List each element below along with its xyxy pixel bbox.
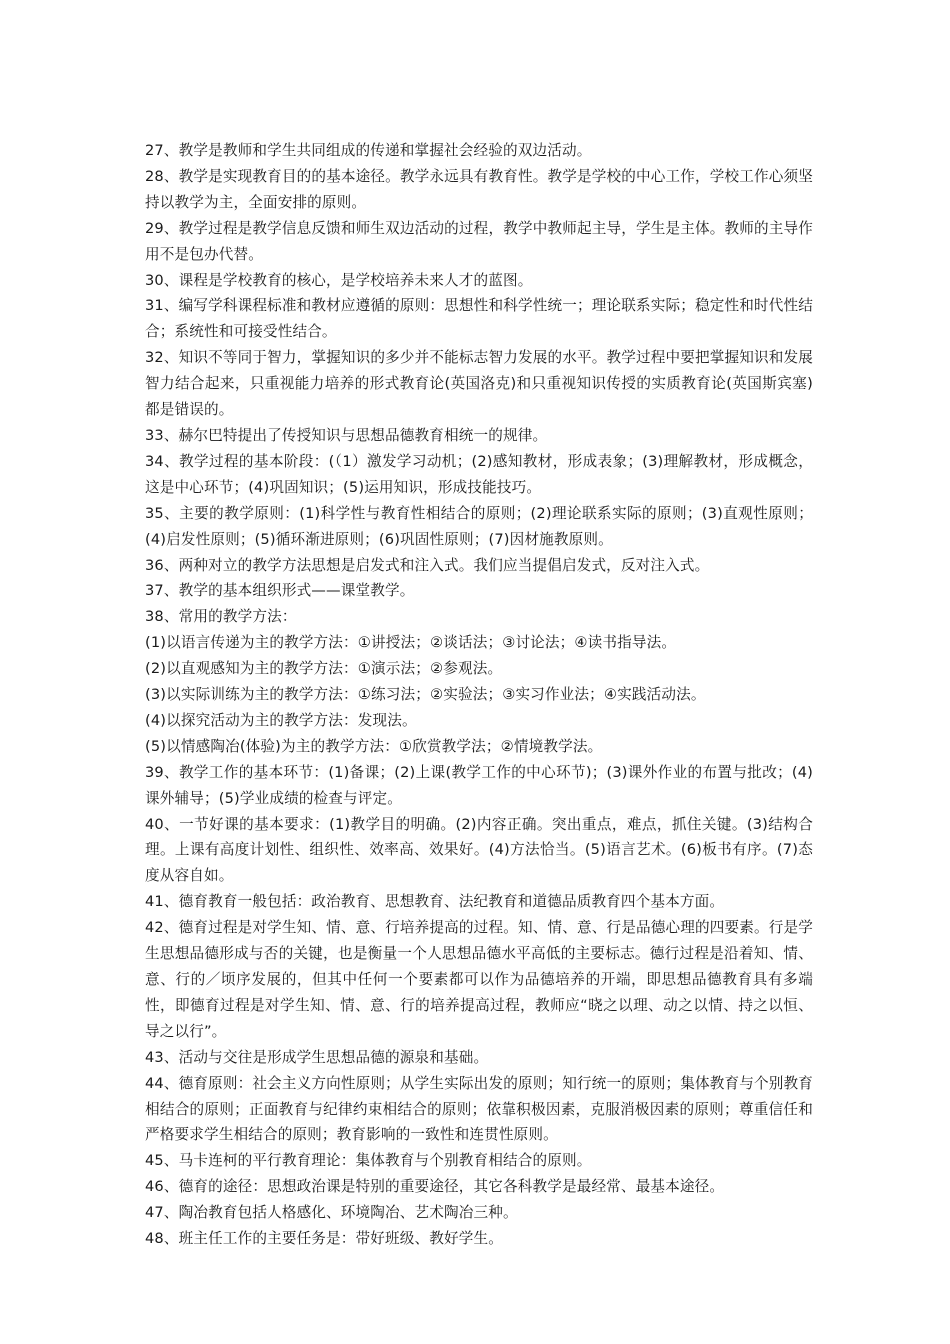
paragraph-38-item-1: (1)以语言传递为主的教学方法：①讲授法；②谈话法；③讨论法；④读书指导法。 (145, 634, 677, 652)
paragraph-47: 47、陶冶教育包括人格感化、环境陶冶、艺术陶冶三种。 (145, 1204, 518, 1222)
document-body (145, 138, 813, 1252)
paragraph-29: 29、教学过程是教学信息反馈和师生双边活动的过程，教学中教师起主导，学生是主体。教师的主导作用不是包办代替。 (145, 219, 813, 263)
paragraph-36: 36、两种对立的教学方法思想是启发式和注入式。我们应当提倡启发式，反对注入式。 (145, 556, 710, 574)
paragraph-40: 40、一节好课的基本要求：(1)教学目的明确。(2)内容正确。突出重点，难点，抓住关键。(3)结构合理。上课有高度计划性、组织性、效率高、效果好。(4)方法恰当。(5)语言艺术。(6)板书有序。(7)态度从容自如。 (145, 815, 813, 885)
paragraph-38: 38、常用的教学方法： (145, 608, 297, 626)
paragraph-37: 37、教学的基本组织形式——课堂教学。 (145, 582, 415, 600)
paragraph-45: 45、马卡连柯的平行教育理论：集体教育与个别教育相结合的原则。 (145, 1152, 592, 1170)
paragraph-42: 42、德育过程是对学生知、情、意、行培养提高的过程。知、情、意、行是品德心理的四要素。行是学生思想品德形成与否的关键，也是衡量一个人思想品德水平高低的主要标志。德行过程是沿着知、情、意、行的／顷序发展的，但其中任何一个要素都可以作为品德培养的开端，即思想品德教育具有多端性，即德育过程是对学生知、情、意、行的培养提高过程，教师应“晓之以理、动之以情、持之以恒、导之以行”。 (145, 919, 813, 1040)
paragraph-38-item-4: (4)以探究活动为主的教学方法：发现法。 (145, 711, 417, 729)
paragraph-31: 31、编写学科课程标准和教材应遵循的原则：思想性和科学性统一；理论联系实际；稳定性和时代性结合；系统性和可接受性结合。 (145, 297, 813, 341)
paragraph-28: 28、教学是实现教育目的的基本途径。教学永远具有教育性。教学是学校的中心工作，学校工作心须坚持以教学为主，全面安排的原则。 (145, 167, 813, 211)
paragraph-27: 27、教学是教师和学生共同组成的传递和掌握社会经验的双边活动。 (145, 142, 592, 159)
paragraph-35: 35、主要的教学原则：(1)科学性与教育性相结合的原则；(2)理论联系实际的原则；(3)直观性原则；(4)启发性原则；(5)循环渐进原则；(6)巩固性原则；(7)因材施教原则。 (145, 504, 813, 548)
paragraph-38-item-5: (5)以情感陶冶(体验)为主的教学方法：①欣赏教学法；②情境教学法。 (145, 737, 603, 755)
paragraph-39: 39、教学工作的基本环节：(1)备课；(2)上课(教学工作的中心环节)；(3)课外作业的布置与批改；(4)课外辅导；(5)学业成绩的检查与评定。 (145, 763, 813, 807)
paragraph-43: 43、活动与交往是形成学生思想品德的源泉和基础。 (145, 1048, 489, 1066)
paragraph-41: 41、德育教育一般包括：政治教育、思想教育、法纪教育和道德品质教育四个基本方面。 (145, 893, 725, 911)
paragraph-38-item-2: (2)以直观感知为主的教学方法：①演示法；②参观法。 (145, 660, 503, 678)
paragraph-34: 34、教学过程的基本阶段：(（1）激发学习动机；(2)感知教材，形成表象；(3)理解教材，形成概念，这是中心环节；(4)巩固知识；(5)运用知识，形成技能技巧。 (145, 452, 813, 496)
paragraph-32: 32、知识不等同于智力，掌握知识的多少并不能标志智力发展的水平。教学过程中要把掌握知识和发展智力结合起来，只重视能力培养的形式教育论(英国洛克)和只重视知识传授的实质教育论(英国斯宾塞)都是错误的。 (145, 349, 813, 419)
paragraph-30: 30、课程是学校教育的核心，是学校培养未来人才的蓝图。 (145, 271, 533, 289)
paragraph-44: 44、德育原则：社会主义方向性原则；从学生实际出发的原则；知行统一的原则；集体教育与个别教育相结合的原则；正面教育与纪律约束相结合的原则；依靠积极因素，克服消极因素的原则；尊重信任和严格要求学生相结合的原则；教育影响的一致性和连贯性原则。 (145, 1074, 813, 1144)
paragraph-33: 33、赫尔巴特提出了传授知识与思想品德教育相统一的规律。 (145, 426, 548, 444)
paragraph-48: 48、班主任工作的主要任务是：带好班级、教好学生。 (145, 1230, 503, 1248)
paragraph-38-item-3: (3)以实际训练为主的教学方法：①练习法；②实验法；③实习作业法；④实践活动法。 (145, 686, 706, 704)
paragraph-46: 46、德育的途径：思想政治课是特别的重要途径，其它各科教学是最经常、最基本途径。 (145, 1178, 725, 1196)
